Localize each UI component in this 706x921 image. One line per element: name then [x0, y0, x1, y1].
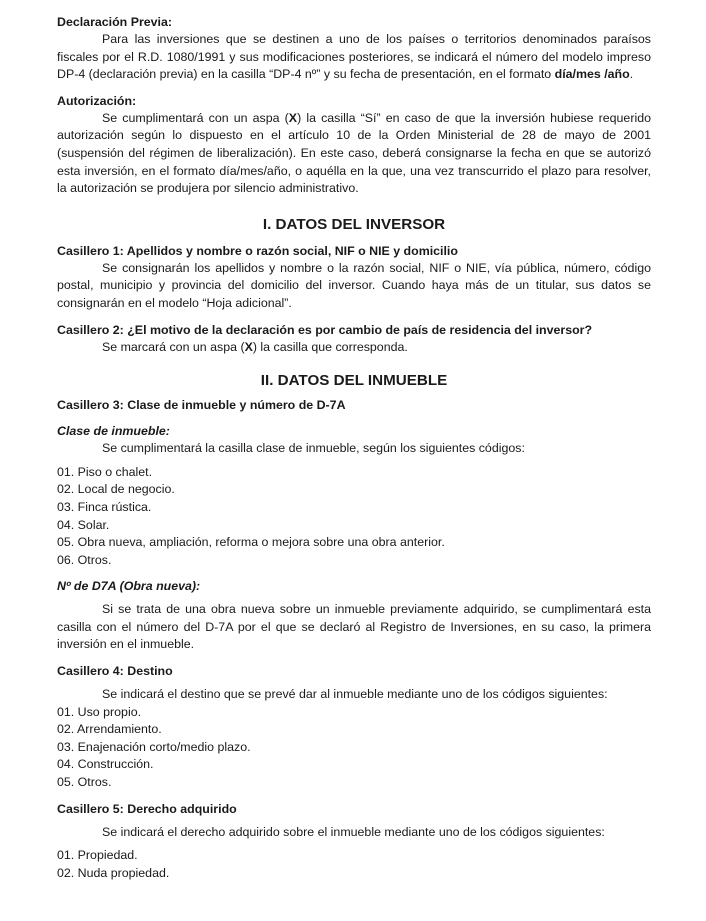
clase-inmueble-block: [57, 423, 651, 569]
document-page: [57, 14, 651, 882]
section-2-title: II. DATOS DEL INMUEBLE: [260, 372, 448, 390]
destino-code-item: 02. Arrendamiento.: [57, 722, 162, 737]
clase-code-item: 01. Piso o chalet.: [57, 464, 153, 479]
autorizacion-block: [57, 93, 651, 198]
casillero-3-block: [57, 397, 651, 414]
casillero-1-block: [57, 243, 651, 313]
casillero-3-heading: Casillero 3: Clase de inmueble y número de D-7A: [57, 398, 346, 413]
clase-code-item: 05. Obra nueva, ampliación, reforma o mejora sobre una obra anterior.: [57, 535, 445, 550]
clase-code-item: 04. Solar.: [57, 517, 110, 532]
casillero-1-heading: Casillero 1: Apellidos y nombre o razón social, NIF o NIE y domicilio: [57, 243, 458, 258]
casillero-1-text: Se consignarán los apellidos y nombre o la razón social, NIF o NIE, vía pública, número, código postal, municipio y provincia del domicilio del inversor. Cuando haya más de un titular, sus datos se consignarán en el modelo “Hoja adicional”.: [57, 260, 651, 310]
destino-code-item: 04. Construcción.: [57, 757, 154, 772]
casillero-2-text: Se marcará con un aspa (X) la casilla que corresponda.: [102, 339, 408, 354]
casillero-5-text: Se indicará el derecho adquirido sobre el inmueble mediante uno de los códigos siguientes:: [102, 824, 605, 839]
destino-code-item: 05. Otros.: [57, 775, 112, 790]
destino-code-item: 03. Enajenación corto/medio plazo.: [57, 739, 251, 754]
derecho-code-item: 01. Propiedad.: [57, 848, 138, 863]
casillero-2-heading: Casillero 2: ¿El motivo de la declaración es por cambio de país de residencia del inversor?: [57, 322, 593, 337]
declaracion-previa-heading: Declaración Previa:: [57, 15, 173, 29]
d7a-heading: Nº de D7A (Obra nueva):: [57, 579, 201, 594]
casillero-4-text: Se indicará el destino que se prevé dar al inmueble mediante uno de los códigos siguientes:: [102, 687, 608, 702]
derecho-code-item: 02. Nuda propiedad.: [57, 865, 170, 880]
clase-inmueble-heading: Clase de inmueble:: [57, 424, 170, 439]
destino-code-item: 01. Uso propio.: [57, 704, 142, 719]
derecho-codes: [57, 847, 651, 882]
destino-codes: [57, 704, 651, 792]
section-1-title: I. DATOS DEL INVERSOR: [262, 215, 446, 233]
casillero-5-heading: Casillero 5: Derecho adquirido: [57, 801, 237, 816]
casillero-4-block: [57, 663, 651, 792]
clase-code-item: 03. Finca rústica.: [57, 499, 152, 514]
casillero-4-heading: Casillero 4: Destino: [57, 664, 173, 679]
clase-inmueble-text: Se cumplimentará la casilla clase de inmueble, según los siguientes códigos:: [102, 441, 525, 456]
d7a-text: Si se trata de una obra nueva sobre un inmueble previamente adquirido, se cumplimentará esta casilla con el número del D-7A por el que se declaró al Registro de Inversiones, en su caso, la primera inversión en el inmueble.: [57, 602, 651, 652]
casillero-2-block: [57, 322, 651, 357]
casillero-5-block: [57, 801, 651, 883]
autorizacion-text: Se cumplimentará con un aspa (X) la casilla “Sí” en caso de que la inversión hubiese requerido autorización según lo dispuesto en el artículo 10 de la Orden Ministerial de 28 de mayo de 2001 (suspensión del régimen de liberalización). En este caso, deberá consignarse la fecha en que se autorizó esta inversión, en el formato día/mes/año, o aquélla en la que, una vez transcurrido el plazo para resolver, la autorización se produjera por silencio administrativo.: [57, 110, 651, 196]
declaracion-previa-block: [57, 14, 651, 84]
declaracion-previa-text: Para las inversiones que se destinen a uno de los países o territorios denominados paraísos fiscales por el R.D. 1080/1991 y sus modificaciones posteriores, se indicará el número del modelo impreso DP-4 (declaración previa) en la casilla “DP-4 nº” y su fecha de presentación, en el formato día/mes /año.: [57, 32, 651, 82]
d7a-block: [57, 578, 651, 654]
clase-code-item: 02. Local de negocio.: [57, 482, 175, 497]
autorizacion-heading: Autorización:: [57, 93, 137, 108]
clase-inmueble-codes: [57, 464, 651, 570]
clase-code-item: 06. Otros.: [57, 552, 112, 567]
